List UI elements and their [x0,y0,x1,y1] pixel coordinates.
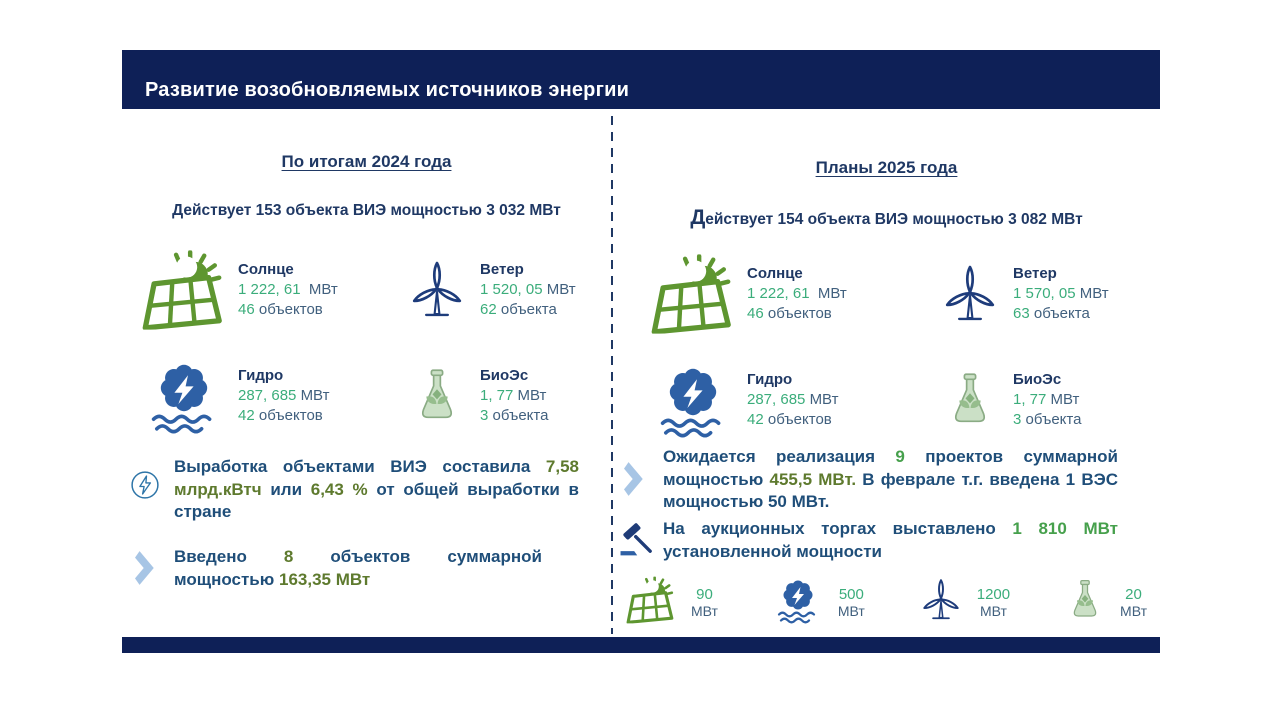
solar-icon [647,254,739,334]
bio-flask-icon [935,365,1005,435]
mini-stat-wind [919,574,1010,631]
mini-unit: МВт [979,603,1007,620]
left-subtitle: Действует 153 объекта ВИЭ мощностью 3 032 МВт [172,202,561,219]
stat-name: Ветер [1013,265,1057,282]
bio-flask-icon [402,361,472,431]
mini-stat-bio [1064,575,1147,630]
stat-count: 46 объектов [238,300,323,318]
stat-count: 42 объектов [747,410,832,428]
mini-value: 20 [1125,585,1142,603]
lightning-circle-icon [130,456,174,524]
column-plans-2025 [613,116,1160,636]
stat-name: БиоЭс [480,367,529,384]
solar-icon [625,576,677,629]
column-results-2024 [122,116,611,636]
right-subtitle: Действует 154 объекта ВИЭ мощностью 3 082 МВт [690,206,1083,229]
stat-hydro [647,358,935,442]
bullet-auction-text: На аукционных торгах выставлено 1 810 МВт установленной мощности [663,519,1119,561]
slide-title: Развитие возобновляемых источников энергии [145,79,630,101]
stat-count: 46 объектов [747,304,832,322]
stat-count: 42 объектов [238,406,323,424]
wind-turbine-icon [919,574,963,631]
stat-wind [402,248,604,332]
stat-capacity: 1, 77 МВт [1013,391,1080,408]
wind-turbine-icon [402,254,472,326]
stat-capacity: 287, 685 МВт [747,391,839,408]
stat-bio [935,358,1147,442]
hydro-power-icon [772,575,824,630]
bullet-generation-text: Выработка объектами ВИЭ составила 7,58 млрд.кВтч или 6,43 % от общей выработки в стране [174,457,579,522]
bullet-commissioned [130,546,542,591]
slide-title-bar [122,50,1160,109]
mini-unit: МВт [837,603,865,620]
stat-count: 63 объекта [1013,304,1090,322]
left-column-title: По итогам 2024 года [281,152,452,171]
wind-turbine-icon [935,258,1005,330]
auction-capacity-row [625,574,1147,631]
stat-bio [402,354,604,438]
bio-flask-icon [1064,575,1106,630]
stat-count: 3 объекта [480,406,549,424]
stat-count: 62 объекта [480,300,557,318]
mini-unit: МВт [1120,603,1147,620]
stat-name: Гидро [238,367,284,384]
stat-capacity: 1 222, 61 МВт [238,281,338,298]
mini-unit: МВт [691,603,718,620]
stat-capacity: 1, 77 МВт [480,387,547,404]
stat-name: Солнце [747,265,803,282]
stat-capacity: 1 222, 61 МВт [747,285,847,302]
stat-name: Ветер [480,261,524,278]
solar-icon [138,250,230,330]
stat-capacity: 1 570, 05 МВт [1013,285,1109,302]
gavel-icon [619,518,663,563]
bullet-generation [130,456,579,524]
chevron-bullet-icon [619,446,663,514]
mini-stat-solar [625,576,718,629]
stat-name: Солнце [238,261,294,278]
stat-solar [138,248,402,332]
stat-solar [647,252,935,336]
chevron-bullet-icon [130,546,174,591]
right-column-title: Планы 2025 года [815,158,958,177]
mini-value: 90 [696,585,713,603]
bullet-auction [619,518,1118,563]
stat-count: 3 объекта [1013,410,1082,428]
left-stats-grid [138,248,604,438]
stat-hydro [138,354,402,438]
bullet-commissioned-text: Введено 8 объектов суммарной мощностью 163,35 МВт [174,547,542,589]
right-stats-grid [647,252,1147,442]
mini-value: 1200 [976,585,1011,603]
mini-value: 500 [838,585,864,603]
hydro-power-icon [138,356,230,436]
mini-stat-hydro [772,575,865,630]
slide-footer-bar [122,637,1160,653]
bullet-projects-2025 [619,446,1118,514]
stat-capacity: 1 520, 05 МВт [480,281,576,298]
bullet-projects-text: Ожидается реализация 9 проектов суммарной мощностью 455,5 МВт. В феврале т.г. введена 1 ВЭС мощностью 50 МВт. [663,447,1119,512]
hydro-power-icon [647,360,739,440]
stat-name: БиоЭс [1013,371,1062,388]
stat-name: Гидро [747,371,793,388]
stat-capacity: 287, 685 МВт [238,387,330,404]
stat-wind [935,252,1147,336]
